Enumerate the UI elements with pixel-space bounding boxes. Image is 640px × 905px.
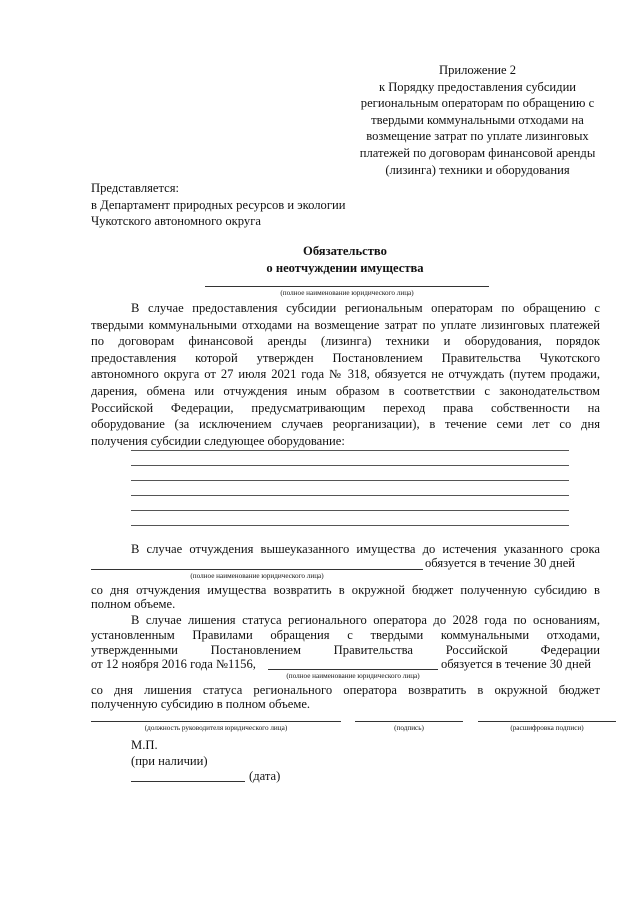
- para1-line: получения субсидии следующее оборудование:: [91, 433, 345, 448]
- decode-line: [478, 721, 616, 722]
- title-line: Обязательство: [303, 244, 387, 258]
- para2-obliges: обязуется в течение 30 дней: [425, 556, 576, 570]
- equipment-line: [131, 465, 569, 466]
- entity-name-caption: (полное наименование юридического лица): [280, 289, 414, 297]
- appendix-header: [340, 62, 615, 178]
- entity-name-line: [91, 569, 423, 570]
- appendix-line: Приложение 2: [438, 63, 517, 77]
- equipment-line: [131, 510, 569, 511]
- para3-line2: установленным Правилами обращения с твердыми коммунальными отходами,: [91, 628, 600, 642]
- signature-caption: (подпись): [394, 724, 424, 732]
- entity-name-line: [268, 669, 438, 670]
- position-caption: (должность руководителя юридического лица): [144, 724, 288, 732]
- para3-line5: со дня лишения статуса регионального оператора возвратить в окружной бюджет: [91, 683, 600, 697]
- entity-name-line: [205, 286, 489, 287]
- equipment-line: [131, 525, 569, 526]
- presented-line: Представляется:: [91, 181, 180, 195]
- decode-caption: (расшифровка подписи): [510, 724, 584, 732]
- entity-name-caption: (полное наименование юридического лица): [286, 672, 420, 680]
- presented-line: Чукотского автономного округа: [91, 214, 261, 229]
- para1-line: предоставления которой утвержден Постановлением Правительства Чукотского: [91, 350, 600, 365]
- stamp-label: М.П.: [131, 738, 158, 752]
- para3-line1: В случае лишения статуса регионального оператора до 2028 года по основаниям,: [131, 613, 600, 627]
- equipment-line: [131, 495, 569, 496]
- appendix-line: (лизинга) техники и оборудования: [385, 162, 570, 177]
- appendix-line: твердыми коммунальными отходами на: [371, 112, 584, 127]
- document-title: [90, 243, 600, 276]
- para3-obliges: обязуется в течение 30 дней: [441, 657, 592, 671]
- equipment-line: [131, 480, 569, 481]
- entity-name-caption: (полное наименование юридического лица): [190, 572, 324, 580]
- paragraph-1: [91, 300, 600, 449]
- stamp-note: (при наличии): [131, 754, 208, 768]
- appendix-line: возмещение затрат по уплате лизинговых: [366, 129, 589, 144]
- para1-line: по договорам финансовой аренды (лизинга) техники и оборудования, порядок: [91, 334, 600, 349]
- para1-line: оборудование (за исключением случаев реорганизации), в течение семи лет со дня: [91, 417, 600, 432]
- signature-line: [355, 721, 463, 722]
- date-label: (дата): [249, 769, 281, 783]
- equipment-line: [131, 450, 569, 451]
- position-line: [91, 721, 341, 722]
- para1-line: твердыми коммунальными отходами на возмещение затрат по уплате лизинговых платежей: [91, 317, 600, 332]
- para2-line4: полном объеме.: [91, 597, 176, 611]
- addressee-block: [91, 180, 345, 230]
- para3-line6: полученную субсидию в полном объеме.: [91, 697, 311, 711]
- appendix-line: региональным операторам по обращению с: [360, 96, 595, 111]
- para2-line3: со дня отчуждения имущества возвратить в окружной бюджет полученную субсидию в: [91, 583, 600, 597]
- para2-line1: В случае отчуждения вышеуказанного имущества до истечения указанного срока: [131, 542, 600, 556]
- para3-date: от 12 ноября 2016 года №1156,: [91, 657, 256, 671]
- para1-line: дарения, обмена или отчуждения иным образом в соответствии с законодательством: [91, 384, 600, 399]
- para1-line: автономного округа от 27 июля 2021 года № 318, обязуется не отчуждать (путем продажи,: [91, 367, 600, 382]
- date-line: [131, 781, 245, 782]
- para3-line3: утвержденными Постановлением Правительства Российской Федерации: [91, 643, 600, 657]
- para1-line: Российской Федерации, предусматривающим переход права собственности на: [91, 400, 600, 415]
- title-line: о неотчуждении имущества: [266, 260, 424, 275]
- appendix-line: к Порядку предоставления субсидии: [378, 79, 577, 94]
- para1-line: В случае предоставления субсидии региональным операторам по обращению с: [131, 301, 600, 315]
- presented-line: в Департамент природных ресурсов и экологии: [91, 197, 346, 212]
- appendix-line: платежей по договорам финансовой аренды: [359, 146, 596, 161]
